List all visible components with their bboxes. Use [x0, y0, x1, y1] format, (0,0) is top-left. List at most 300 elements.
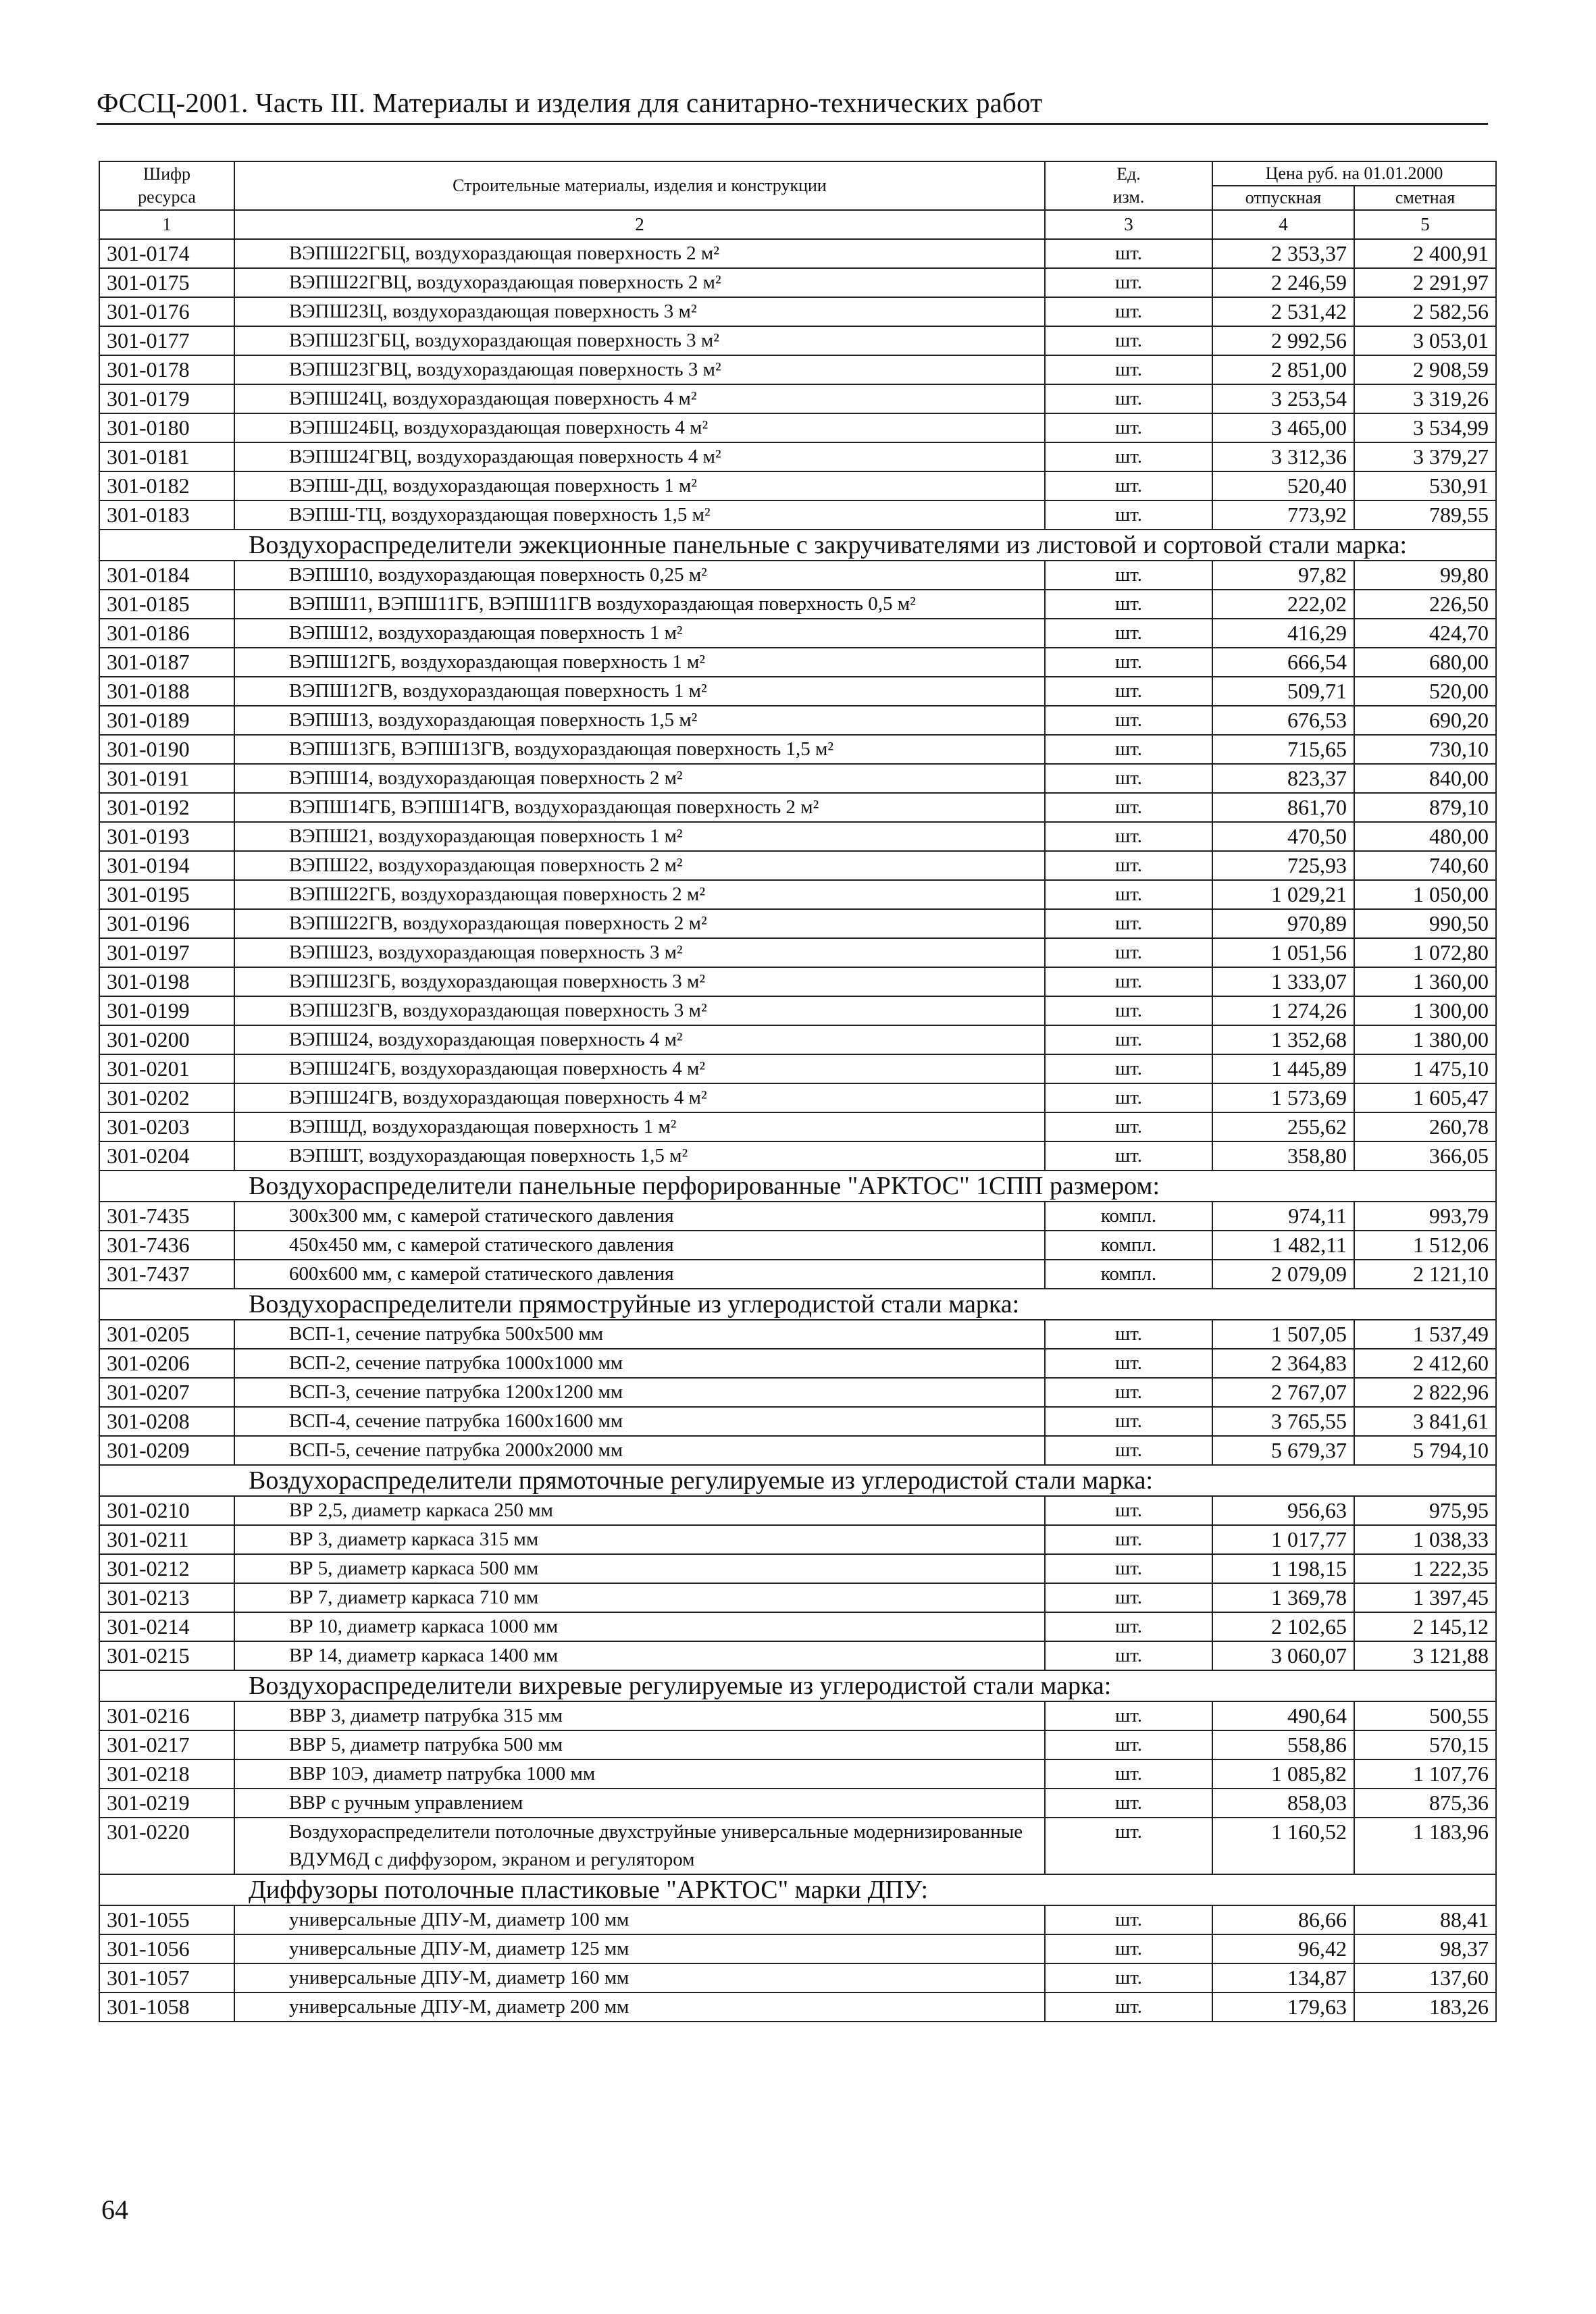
- resource-code: 301-0209: [99, 1436, 234, 1465]
- resource-code: 301-0180: [99, 413, 234, 442]
- item-name: ВЭПШ-ДЦ, воздухораздающая поверхность 1 м²: [234, 471, 1045, 500]
- table-row: [99, 268, 1496, 297]
- estimate-price: 1 475,10: [1354, 1054, 1496, 1083]
- release-price: 773,92: [1212, 500, 1354, 530]
- release-price: 970,89: [1212, 909, 1354, 938]
- table-row: [99, 1905, 1496, 1934]
- table-row: [99, 938, 1496, 967]
- release-price: 2 767,07: [1212, 1378, 1354, 1407]
- resource-code: 301-0205: [99, 1320, 234, 1349]
- unit-of-measure: шт.: [1045, 1905, 1212, 1934]
- unit-of-measure: шт.: [1045, 1496, 1212, 1525]
- table-row: [99, 1583, 1496, 1612]
- unit-of-measure: шт.: [1045, 1641, 1212, 1670]
- resource-code: 301-0192: [99, 793, 234, 822]
- unit-of-measure: шт.: [1045, 996, 1212, 1025]
- resource-code: 301-1055: [99, 1905, 234, 1934]
- item-name: ВЭПШ23ГВЦ, воздухораздающая поверхность 3 м²: [234, 355, 1045, 384]
- resource-code: 301-0213: [99, 1583, 234, 1612]
- estimate-price: 530,91: [1354, 471, 1496, 500]
- item-name: ВВР 10Э, диаметр патрубка 1000 мм: [234, 1759, 1045, 1789]
- estimate-price: 1 380,00: [1354, 1025, 1496, 1054]
- resource-code: 301-0220: [99, 1818, 234, 1874]
- unit-of-measure: шт.: [1045, 384, 1212, 413]
- column-number: 4: [1212, 210, 1354, 239]
- resource-code: 301-0206: [99, 1349, 234, 1378]
- header-divider: [97, 123, 1488, 125]
- estimate-price: 2 400,91: [1354, 239, 1496, 268]
- item-name: универсальные ДПУ-М, диаметр 200 мм: [234, 1992, 1045, 2022]
- estimate-price: 2 412,60: [1354, 1349, 1496, 1378]
- unit-of-measure: шт.: [1045, 1992, 1212, 2022]
- item-name: ВЭПШ23Ц, воздухораздающая поверхность 3 м²: [234, 297, 1045, 326]
- page-number: 64: [101, 2194, 128, 2225]
- item-name: универсальные ДПУ-М, диаметр 100 мм: [234, 1905, 1045, 1934]
- resource-code: 301-0210: [99, 1496, 234, 1525]
- table-row: [99, 1260, 1496, 1289]
- unit-of-measure: шт.: [1045, 938, 1212, 967]
- resource-code: 301-0214: [99, 1612, 234, 1641]
- item-name: ВЭПШ23ГВ, воздухораздающая поверхность 3 м²: [234, 996, 1045, 1025]
- item-name: ВР 5, диаметр каркаса 500 мм: [234, 1554, 1045, 1583]
- release-price: 2 364,83: [1212, 1349, 1354, 1378]
- estimate-price: 226,50: [1354, 590, 1496, 619]
- resource-code: 301-0208: [99, 1407, 234, 1436]
- item-name: универсальные ДПУ-М, диаметр 125 мм: [234, 1934, 1045, 1963]
- item-name: Воздухораспределители потолочные двухструйные универсальные модернизированные ВДУМ6Д с диффузором, экраном и регулятором: [234, 1818, 1045, 1874]
- item-name: ВР 14, диаметр каркаса 1400 мм: [234, 1641, 1045, 1670]
- table-row: [99, 851, 1496, 880]
- table-row: [99, 1112, 1496, 1141]
- header-price-release: отпускная: [1212, 186, 1354, 210]
- resource-code: 301-0174: [99, 239, 234, 268]
- estimate-price: 260,78: [1354, 1112, 1496, 1141]
- estimate-price: 1 537,49: [1354, 1320, 1496, 1349]
- estimate-price: 879,10: [1354, 793, 1496, 822]
- estimate-price: 5 794,10: [1354, 1436, 1496, 1465]
- section-row: [99, 530, 1496, 561]
- table-row: [99, 1730, 1496, 1759]
- section-row: [99, 1289, 1496, 1320]
- item-name: ВЭПШ23ГБЦ, воздухораздающая поверхность 3 м²: [234, 326, 1045, 355]
- table-row: [99, 1141, 1496, 1171]
- header-code: [99, 161, 234, 210]
- section-title: Воздухораспределители вихревые регулируемые из углеродистой стали марка:: [99, 1670, 1496, 1701]
- unit-of-measure: шт.: [1045, 793, 1212, 822]
- release-price: 676,53: [1212, 706, 1354, 735]
- resource-code: 301-7436: [99, 1231, 234, 1260]
- estimate-price: 2 908,59: [1354, 355, 1496, 384]
- unit-of-measure: шт.: [1045, 413, 1212, 442]
- unit-of-measure: шт.: [1045, 1789, 1212, 1818]
- estimate-price: 3 121,88: [1354, 1641, 1496, 1670]
- table-row: [99, 590, 1496, 619]
- header-unit-line2: изм.: [1112, 187, 1145, 207]
- release-price: 3 765,55: [1212, 1407, 1354, 1436]
- resource-code: 301-7437: [99, 1260, 234, 1289]
- estimate-price: 680,00: [1354, 648, 1496, 677]
- unit-of-measure: шт.: [1045, 706, 1212, 735]
- item-name: ВЭПШД, воздухораздающая поверхность 1 м²: [234, 1112, 1045, 1141]
- table-row: [99, 1612, 1496, 1641]
- estimate-price: 2 822,96: [1354, 1378, 1496, 1407]
- item-name: 300x300 мм, с камерой статического давления: [234, 1202, 1045, 1231]
- estimate-price: 88,41: [1354, 1905, 1496, 1934]
- estimate-price: 3 379,27: [1354, 442, 1496, 471]
- resource-code: 301-0202: [99, 1083, 234, 1112]
- item-name: ВР 10, диаметр каркаса 1000 мм: [234, 1612, 1045, 1641]
- unit-of-measure: шт.: [1045, 561, 1212, 590]
- header-code-line1: Шифр: [143, 164, 190, 184]
- table-row: [99, 239, 1496, 268]
- resource-code: 301-0189: [99, 706, 234, 735]
- table-row: [99, 706, 1496, 735]
- resource-code: 301-0204: [99, 1141, 234, 1171]
- item-name: ВЭПШ14, воздухораздающая поверхность 2 м²: [234, 764, 1045, 793]
- estimate-price: 840,00: [1354, 764, 1496, 793]
- table-row: [99, 822, 1496, 851]
- estimate-price: 1 072,80: [1354, 938, 1496, 967]
- table-row: [99, 619, 1496, 648]
- table-row: [99, 1496, 1496, 1525]
- release-price: 490,64: [1212, 1701, 1354, 1730]
- release-price: 1 573,69: [1212, 1083, 1354, 1112]
- item-name: ВЭПШТ, воздухораздающая поверхность 1,5 м²: [234, 1141, 1045, 1171]
- item-name: ВЭПШ21, воздухораздающая поверхность 1 м²: [234, 822, 1045, 851]
- unit-of-measure: шт.: [1045, 1349, 1212, 1378]
- item-name: ВЭПШ22ГБЦ, воздухораздающая поверхность 2 м²: [234, 239, 1045, 268]
- table-row: [99, 1963, 1496, 1992]
- unit-of-measure: шт.: [1045, 1083, 1212, 1112]
- release-price: 1 333,07: [1212, 967, 1354, 996]
- table-body: [99, 239, 1496, 2022]
- table-row: [99, 1641, 1496, 1670]
- table-row: [99, 1701, 1496, 1730]
- item-name: ВСП-2, сечение патрубка 1000x1000 мм: [234, 1349, 1045, 1378]
- release-price: 715,65: [1212, 735, 1354, 764]
- item-name: ВР 2,5, диаметр каркаса 250 мм: [234, 1496, 1045, 1525]
- unit-of-measure: шт.: [1045, 1701, 1212, 1730]
- release-price: 1 051,56: [1212, 938, 1354, 967]
- item-name: ВСП-1, сечение патрубка 500x500 мм: [234, 1320, 1045, 1349]
- unit-of-measure: шт.: [1045, 1934, 1212, 1963]
- release-price: 558,86: [1212, 1730, 1354, 1759]
- item-name: ВЭПШ22, воздухораздающая поверхность 2 м²: [234, 851, 1045, 880]
- item-name: универсальные ДПУ-М, диаметр 160 мм: [234, 1963, 1045, 1992]
- table-row: [99, 1934, 1496, 1963]
- item-name: ВЭПШ24, воздухораздающая поверхность 4 м²: [234, 1025, 1045, 1054]
- estimate-price: 570,15: [1354, 1730, 1496, 1759]
- item-name: 600x600 мм, с камерой статического давления: [234, 1260, 1045, 1289]
- item-name: ВЭПШ12ГВ, воздухораздающая поверхность 1 м²: [234, 677, 1045, 706]
- section-title: Воздухораспределители прямоточные регулируемые из углеродистой стали марка:: [99, 1465, 1496, 1496]
- unit-of-measure: шт.: [1045, 1141, 1212, 1171]
- estimate-price: 789,55: [1354, 500, 1496, 530]
- table-row: [99, 1378, 1496, 1407]
- item-name: ВЭПШ11, ВЭПШ11ГБ, ВЭПШ11ГВ воздухораздающая поверхность 0,5 м²: [234, 590, 1045, 619]
- resource-code: 301-0193: [99, 822, 234, 851]
- unit-of-measure: компл.: [1045, 1260, 1212, 1289]
- table-row: [99, 880, 1496, 909]
- resource-code: 301-0203: [99, 1112, 234, 1141]
- unit-of-measure: шт.: [1045, 1583, 1212, 1612]
- section-row: [99, 1171, 1496, 1202]
- item-name: ВЭПШ14ГБ, ВЭПШ14ГВ, воздухораздающая поверхность 2 м²: [234, 793, 1045, 822]
- unit-of-measure: шт.: [1045, 967, 1212, 996]
- release-price: 358,80: [1212, 1141, 1354, 1171]
- item-name: ВЭПШ24Ц, воздухораздающая поверхность 4 м²: [234, 384, 1045, 413]
- item-name: ВЭПШ23ГБ, воздухораздающая поверхность 3 м²: [234, 967, 1045, 996]
- resource-code: 301-0216: [99, 1701, 234, 1730]
- release-price: 3 312,36: [1212, 442, 1354, 471]
- column-number-row: [99, 210, 1496, 239]
- item-name: ВЭПШ24БЦ, воздухораздающая поверхность 4 м²: [234, 413, 1045, 442]
- release-price: 2 079,09: [1212, 1260, 1354, 1289]
- item-name: ВЭПШ22ГБ, воздухораздающая поверхность 2 м²: [234, 880, 1045, 909]
- item-name: ВЭПШ13ГБ, ВЭПШ13ГВ, воздухораздающая поверхность 1,5 м²: [234, 735, 1045, 764]
- estimate-price: 1 222,35: [1354, 1554, 1496, 1583]
- table-row: [99, 677, 1496, 706]
- unit-of-measure: шт.: [1045, 764, 1212, 793]
- table-row: [99, 1320, 1496, 1349]
- column-number: 1: [99, 210, 234, 239]
- item-name: ВЭПШ12ГБ, воздухораздающая поверхность 1 м²: [234, 648, 1045, 677]
- column-number: 2: [234, 210, 1045, 239]
- unit-of-measure: шт.: [1045, 851, 1212, 880]
- estimate-price: 137,60: [1354, 1963, 1496, 1992]
- estimate-price: 3 319,26: [1354, 384, 1496, 413]
- item-name: ВСП-4, сечение патрубка 1600x1600 мм: [234, 1407, 1045, 1436]
- release-price: 1 482,11: [1212, 1231, 1354, 1260]
- resource-code: 301-0175: [99, 268, 234, 297]
- price-table: [99, 161, 1497, 2022]
- unit-of-measure: шт.: [1045, 1612, 1212, 1641]
- table-row: [99, 1436, 1496, 1465]
- unit-of-measure: шт.: [1045, 735, 1212, 764]
- release-price: 1 198,15: [1212, 1554, 1354, 1583]
- table-row: [99, 413, 1496, 442]
- table-row: [99, 297, 1496, 326]
- unit-of-measure: шт.: [1045, 239, 1212, 268]
- table-row: [99, 442, 1496, 471]
- section-row: [99, 1874, 1496, 1905]
- release-price: 2 851,00: [1212, 355, 1354, 384]
- table-row: [99, 1789, 1496, 1818]
- estimate-price: 1 038,33: [1354, 1525, 1496, 1554]
- release-price: 2 531,42: [1212, 297, 1354, 326]
- item-name: ВЭПШ23, воздухораздающая поверхность 3 м²: [234, 938, 1045, 967]
- resource-code: 301-0194: [99, 851, 234, 880]
- estimate-price: 875,36: [1354, 1789, 1496, 1818]
- resource-code: 301-0182: [99, 471, 234, 500]
- section-row: [99, 1465, 1496, 1496]
- table-row: [99, 1083, 1496, 1112]
- release-price: 520,40: [1212, 471, 1354, 500]
- estimate-price: 520,00: [1354, 677, 1496, 706]
- estimate-price: 975,95: [1354, 1496, 1496, 1525]
- resource-code: 301-0218: [99, 1759, 234, 1789]
- release-price: 1 507,05: [1212, 1320, 1354, 1349]
- table-row: [99, 764, 1496, 793]
- table-row: [99, 1054, 1496, 1083]
- release-price: 3 253,54: [1212, 384, 1354, 413]
- resource-code: 301-0187: [99, 648, 234, 677]
- section-title: Воздухораспределители прямоструйные из углеродистой стали марка:: [99, 1289, 1496, 1320]
- resource-code: 301-1057: [99, 1963, 234, 1992]
- unit-of-measure: шт.: [1045, 1818, 1212, 1874]
- estimate-price: 99,80: [1354, 561, 1496, 590]
- item-name: ВЭПШ22ГВЦ, воздухораздающая поверхность 2 м²: [234, 268, 1045, 297]
- release-price: 179,63: [1212, 1992, 1354, 2022]
- release-price: 3 465,00: [1212, 413, 1354, 442]
- resource-code: 301-0211: [99, 1525, 234, 1554]
- resource-code: 301-0212: [99, 1554, 234, 1583]
- table-row: [99, 1818, 1496, 1874]
- release-price: 134,87: [1212, 1963, 1354, 1992]
- item-name: ВВР 5, диаметр патрубка 500 мм: [234, 1730, 1045, 1759]
- unit-of-measure: шт.: [1045, 909, 1212, 938]
- item-name: ВЭПШ24ГБ, воздухораздающая поверхность 4 м²: [234, 1054, 1045, 1083]
- resource-code: 301-0199: [99, 996, 234, 1025]
- resource-code: 301-0179: [99, 384, 234, 413]
- resource-code: 301-0191: [99, 764, 234, 793]
- release-price: 666,54: [1212, 648, 1354, 677]
- unit-of-measure: шт.: [1045, 1730, 1212, 1759]
- estimate-price: 690,20: [1354, 706, 1496, 735]
- resource-code: 301-0186: [99, 619, 234, 648]
- item-name: ВЭПШ24ГВ, воздухораздающая поверхность 4 м²: [234, 1083, 1045, 1112]
- estimate-price: 500,55: [1354, 1701, 1496, 1730]
- item-name: ВР 3, диаметр каркаса 315 мм: [234, 1525, 1045, 1554]
- resource-code: 301-0219: [99, 1789, 234, 1818]
- table-row: [99, 996, 1496, 1025]
- unit-of-measure: шт.: [1045, 268, 1212, 297]
- unit-of-measure: шт.: [1045, 355, 1212, 384]
- page-title: ФССЦ-2001. Часть III. Материалы и изделия для санитарно-технических работ: [97, 87, 1043, 118]
- release-price: 509,71: [1212, 677, 1354, 706]
- item-name: ВЭПШ13, воздухораздающая поверхность 1,5 м²: [234, 706, 1045, 735]
- item-name: ВЭПШ12, воздухораздающая поверхность 1 м²: [234, 619, 1045, 648]
- unit-of-measure: шт.: [1045, 1436, 1212, 1465]
- estimate-price: 1 107,76: [1354, 1759, 1496, 1789]
- estimate-price: 1 300,00: [1354, 996, 1496, 1025]
- section-title: Воздухораспределители панельные перфорированные "АРКТОС" 1СПП размером:: [99, 1171, 1496, 1202]
- table-row: [99, 967, 1496, 996]
- unit-of-measure: шт.: [1045, 590, 1212, 619]
- release-price: 974,11: [1212, 1202, 1354, 1231]
- column-number: 5: [1354, 210, 1496, 239]
- table-row: [99, 1231, 1496, 1260]
- table-row: [99, 1349, 1496, 1378]
- unit-of-measure: шт.: [1045, 1759, 1212, 1789]
- section-title: Воздухораспределители эжекционные панельные с закручивателями из листовой и сортовой стали марка:: [99, 530, 1496, 561]
- resource-code: 301-0183: [99, 500, 234, 530]
- table-row: [99, 1554, 1496, 1583]
- release-price: 1 445,89: [1212, 1054, 1354, 1083]
- estimate-price: 1 397,45: [1354, 1583, 1496, 1612]
- estimate-price: 98,37: [1354, 1934, 1496, 1963]
- release-price: 222,02: [1212, 590, 1354, 619]
- table-row: [99, 1525, 1496, 1554]
- header-price: Цена руб. на 01.01.2000: [1212, 161, 1496, 186]
- release-price: 858,03: [1212, 1789, 1354, 1818]
- unit-of-measure: шт.: [1045, 822, 1212, 851]
- unit-of-measure: шт.: [1045, 442, 1212, 471]
- unit-of-measure: шт.: [1045, 1525, 1212, 1554]
- resource-code: 301-1058: [99, 1992, 234, 2022]
- section-row: [99, 1670, 1496, 1701]
- estimate-price: 1 050,00: [1354, 880, 1496, 909]
- release-price: 1 274,26: [1212, 996, 1354, 1025]
- unit-of-measure: шт.: [1045, 648, 1212, 677]
- estimate-price: 183,26: [1354, 1992, 1496, 2022]
- estimate-price: 993,79: [1354, 1202, 1496, 1231]
- release-price: 2 353,37: [1212, 239, 1354, 268]
- header-name: Строительные материалы, изделия и конструкции: [234, 161, 1045, 210]
- table-header-row: [99, 161, 1496, 186]
- resource-code: 301-0185: [99, 590, 234, 619]
- unit-of-measure: шт.: [1045, 1378, 1212, 1407]
- resource-code: 301-0178: [99, 355, 234, 384]
- resource-code: 301-0188: [99, 677, 234, 706]
- estimate-price: 424,70: [1354, 619, 1496, 648]
- estimate-price: 2 582,56: [1354, 297, 1496, 326]
- estimate-price: 480,00: [1354, 822, 1496, 851]
- table-row: [99, 1759, 1496, 1789]
- item-name: ВСП-5, сечение патрубка 2000x2000 мм: [234, 1436, 1045, 1465]
- unit-of-measure: шт.: [1045, 619, 1212, 648]
- table-row: [99, 471, 1496, 500]
- unit-of-measure: шт.: [1045, 1054, 1212, 1083]
- resource-code: 301-0177: [99, 326, 234, 355]
- release-price: 1 160,52: [1212, 1818, 1354, 1874]
- estimate-price: 1 183,96: [1354, 1818, 1496, 1874]
- resource-code: 301-1056: [99, 1934, 234, 1963]
- release-price: 5 679,37: [1212, 1436, 1354, 1465]
- item-name: ВВР 3, диаметр патрубка 315 мм: [234, 1701, 1045, 1730]
- unit-of-measure: шт.: [1045, 1963, 1212, 1992]
- estimate-price: 990,50: [1354, 909, 1496, 938]
- section-title: Диффузоры потолочные пластиковые "АРКТОС" марки ДПУ:: [99, 1874, 1496, 1905]
- estimate-price: 2 121,10: [1354, 1260, 1496, 1289]
- table-row: [99, 648, 1496, 677]
- release-price: 1 369,78: [1212, 1583, 1354, 1612]
- unit-of-measure: шт.: [1045, 677, 1212, 706]
- item-name: ВЭПШ22ГВ, воздухораздающая поверхность 2 м²: [234, 909, 1045, 938]
- release-price: 416,29: [1212, 619, 1354, 648]
- resource-code: 301-0207: [99, 1378, 234, 1407]
- release-price: 823,37: [1212, 764, 1354, 793]
- unit-of-measure: шт.: [1045, 500, 1212, 530]
- estimate-price: 3 841,61: [1354, 1407, 1496, 1436]
- estimate-price: 1 512,06: [1354, 1231, 1496, 1260]
- estimate-price: 1 605,47: [1354, 1083, 1496, 1112]
- table-row: [99, 735, 1496, 764]
- table-row: [99, 793, 1496, 822]
- unit-of-measure: шт.: [1045, 1112, 1212, 1141]
- estimate-price: 3 053,01: [1354, 326, 1496, 355]
- estimate-price: 2 145,12: [1354, 1612, 1496, 1641]
- table-row: [99, 1407, 1496, 1436]
- resource-code: 301-0176: [99, 297, 234, 326]
- table-row: [99, 500, 1496, 530]
- unit-of-measure: компл.: [1045, 1231, 1212, 1260]
- table-row: [99, 326, 1496, 355]
- item-name: ВР 7, диаметр каркаса 710 мм: [234, 1583, 1045, 1612]
- release-price: 255,62: [1212, 1112, 1354, 1141]
- release-price: 97,82: [1212, 561, 1354, 590]
- table-row: [99, 1992, 1496, 2022]
